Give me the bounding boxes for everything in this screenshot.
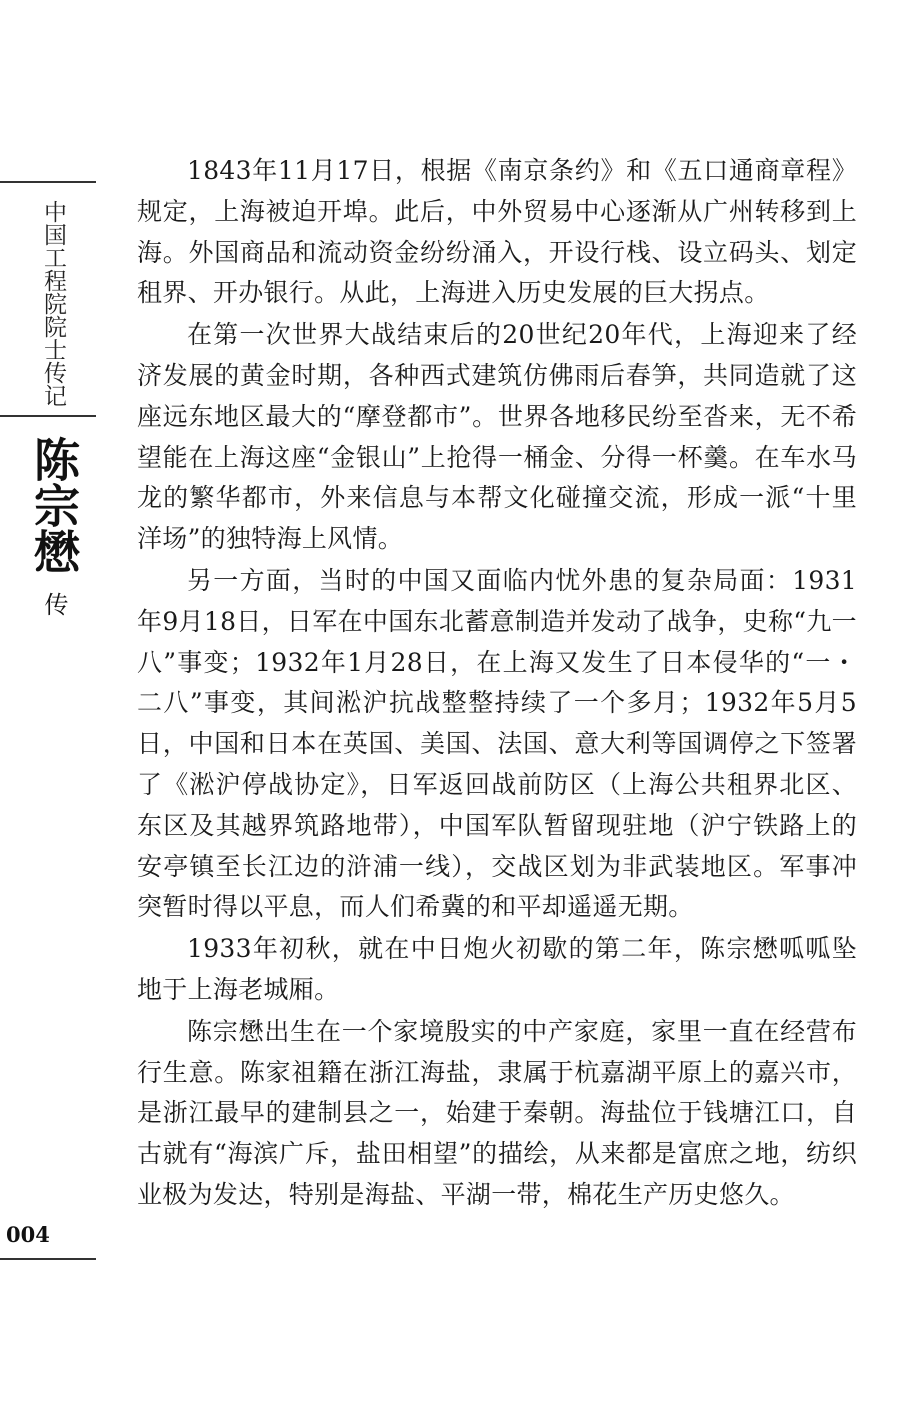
sidebar-rule-middle [0, 415, 96, 417]
paragraph: 另一方面，当时的中国又面临内忧外患的复杂局面：1931年9月18日，日军在中国东北蓄意制造并发动了战争，史称“九一八”事变；1932年1月28日，在上海又发生了日本侵华的“一・二八”事变，其间淞沪抗战整整持续了一个多月；1932年5月5日，中国和日本在英国、美国、法国、意大利等国调停之下签署了《淞沪停战协定》，日军返回战前防区（上海公共租界北区、东区及其越界筑路地带），中国军队暂留现驻地（沪宁铁路上的安亭镇至长江边的浒浦一线），交战区划为非武装地区。军事冲突暂时得以平息，而人们希冀的和平却遥遥无期。 [137, 565, 857, 922]
sidebar-rule-top [0, 181, 96, 183]
paragraph: 1933年初秋，就在中日炮火初歇的第二年，陈宗懋呱呱坠地于上海老城厢。 [137, 934, 857, 1004]
footer-rule [0, 1258, 96, 1260]
person-name: 陈宗懋 [27, 436, 81, 574]
paragraph: 在第一次世界大战结束后的20世纪20年代，上海迎来了经济发展的黄金时期，各种西式建筑仿佛雨后春笋，共同造就了这座远东地区最大的“摩登都市”。世界各地移民纷至沓来，无不希望能在上海这座“金银山”上抢得一桶金、分得一杯羹。在车水马龙的繁华都市，外来信息与本帮文化碰撞交流，形成一派“十里洋场”的独特海上风情。 [137, 320, 857, 554]
paragraph: 陈宗懋出生在一个家境殷实的中产家庭，家里一直在经营布行生意。陈家祖籍在浙江海盐，隶属于杭嘉湖平原上的嘉兴市，是浙江最早的建制县之一，始建于秦朝。海盐位于钱塘江口，自古就有“海滨广斥，盐田相望”的描绘，从来都是富庶之地，纺织业极为发达，特别是海盐、平湖一带，棉花生产历史悠久。 [137, 1016, 857, 1209]
paragraph: 1843年11月17日，根据《南京条约》和《五口通商章程》规定，上海被迫开埠。此后，中外贸易中心逐渐从广州转移到上海。外国商品和流动资金纷纷涌入，开设行栈、设立码头、划定租界、开办银行。从此，上海进入历史发展的巨大拐点。 [137, 156, 857, 308]
page-number: 004 [6, 1222, 50, 1247]
title-suffix: 传 [40, 592, 68, 616]
body-text [137, 151, 857, 1216]
series-title: 中国工程院院士传记 [40, 200, 66, 407]
